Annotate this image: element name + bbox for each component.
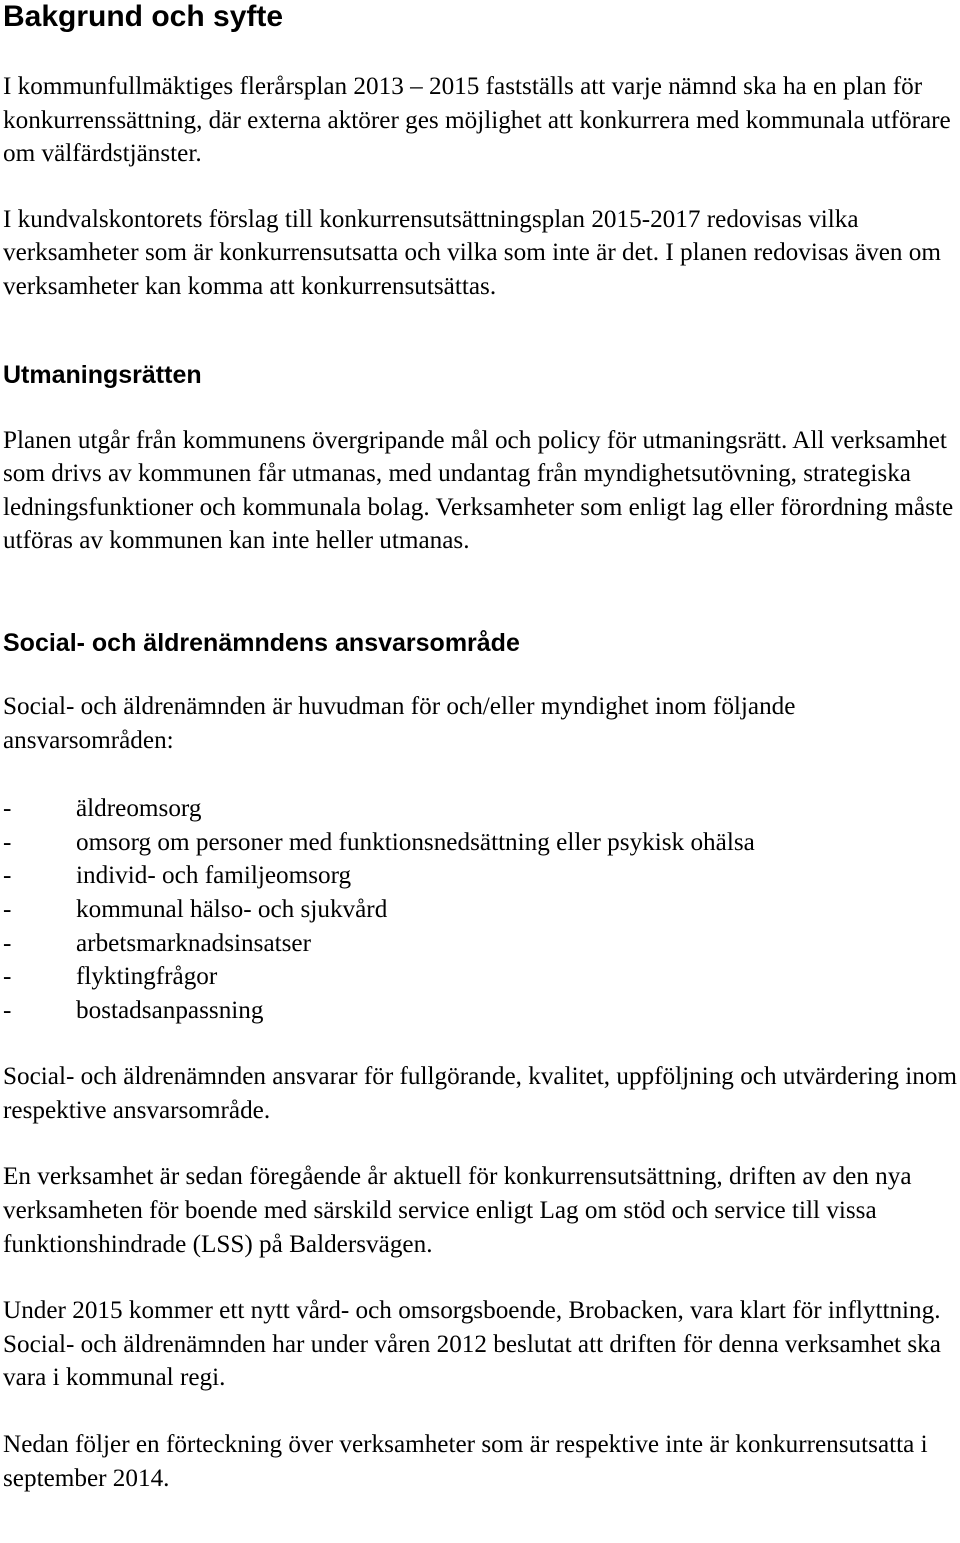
list-item-text: omsorg om personer med funktionsnedsättning eller psykisk ohälsa [76,828,755,856]
paragraph-forteckning: Nedan följer en förteckning över verksamheter som är respektive inte är konkurrensutsatta i september 2014. [3,1431,928,1492]
list-item [3,859,958,893]
list-item [3,960,958,994]
list-item [3,826,958,860]
heading-bakgrund: Bakgrund och syfte [3,0,284,33]
list-item-text: flyktingfrågor [76,963,218,991]
heading-utmaningsratten: Utmaningsrätten [3,360,202,389]
list-marker: - [3,996,12,1024]
list-item [3,994,958,1028]
ansvarsomraden-list [3,792,958,1027]
list-marker: - [3,795,12,823]
list-item-text: äldreomsorg [76,795,202,823]
paragraph-utmaningsratt: Planen utgår från kommunens övergripande mål och policy för utmaningsrätt. All verksamhet som drivs av kommunen får utmanas, med undantag från myndighetsutövning, strategiska ledningsfunktioner och kommunala bolag. Verksamheter som enligt lag eller förordning måste utföras av kommunen kan inte heller utmanas. [3,426,954,555]
paragraph-ansvarar: Social- och äldrenämnden ansvarar för fullgörande, kvalitet, uppföljning och utvärdering inom respektive ansvarsområde. [3,1063,958,1124]
list-item-text: kommunal hälso- och sjukvård [76,895,388,923]
paragraph-kundvalskontoret: I kundvalskontorets förslag till konkurrensutsättningsplan 2015-2017 redovisas vilka verksamheter som är konkurrensutsatta och vilka som inte är det. I planen redovisas även om verksamheter kan komma att konkurrensutsättas. [3,205,941,300]
list-item-text: individ- och familjeomsorg [76,862,352,890]
list-marker: - [3,828,12,856]
list-item [3,927,958,961]
heading-ansvarsomrade: Social- och äldrenämndens ansvarsområde [3,628,520,657]
list-item-text: arbetsmarknadsinsatser [76,929,312,957]
list-marker: - [3,929,12,957]
list-marker: - [3,963,12,991]
list-marker: - [3,895,12,923]
paragraph-lss-baldersvagen: En verksamhet är sedan föregående år aktuell för konkurrensutsättning, driften av den nya verksamheten för boende med särskild service enligt Lag om stöd och service till vissa funktionshindrade (LSS) på Baldersvägen. [3,1163,912,1258]
list-item [3,792,958,826]
paragraph-flerarsplan: I kommunfullmäktiges flerårsplan 2013 – 2015 fastställs att varje nämnd ska ha en plan för konkurrenssättning, där externa aktörer ges möjlighet att konkurrera med kommunala utförare om välfärdstjänster. [3,73,951,168]
list-marker: - [3,862,12,890]
list-item [3,893,958,927]
list-item-text: bostadsanpassning [76,996,264,1024]
document-page [3,0,958,1495]
paragraph-huvudman: Social- och äldrenämnden är huvudman för och/eller myndighet inom följande ansvarsområden: [3,692,796,754]
paragraph-brobacken: Under 2015 kommer ett nytt vård- och omsorgsboende, Brobacken, vara klart för inflyttning. Social- och äldrenämnden har under våren 2012 beslutat att driften för denna verksamhet ska vara i kommunal regi. [3,1297,941,1392]
